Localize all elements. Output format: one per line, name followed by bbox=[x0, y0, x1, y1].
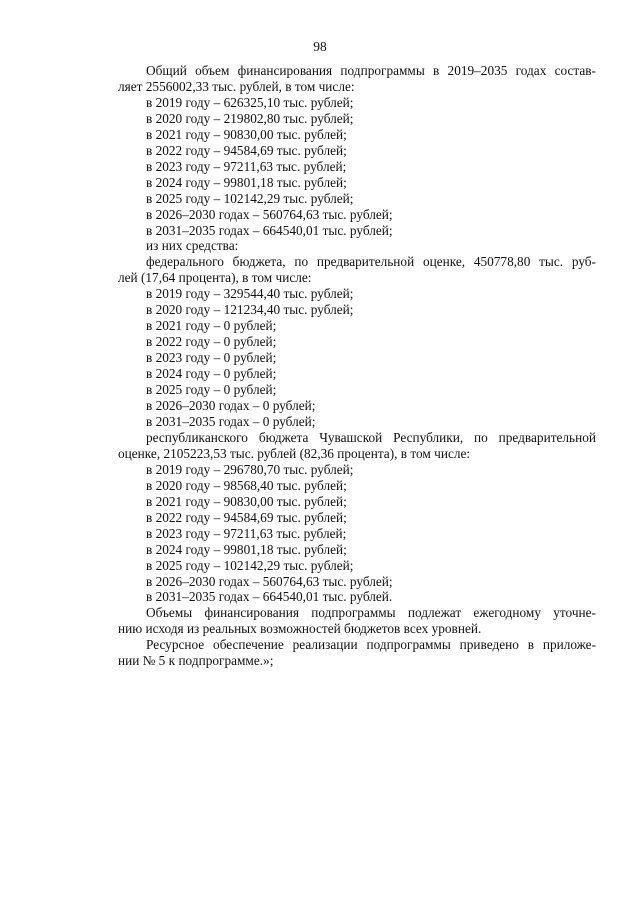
text-line: Ресурсное обеспечение реализации подпрограммы приведено в приложе- bbox=[146, 637, 596, 653]
text-line: нию исходя из реальных возможностей бюджетов всех уровней. bbox=[118, 621, 482, 637]
text-line: в 2020 году – 121234,40 тыс. рублей; bbox=[146, 302, 354, 318]
text-line: Общий объем финансирования подпрограммы в 2019–2035 годах состав- bbox=[146, 63, 596, 78]
text-line: Объемы финансирования подпрограммы подлежат ежегодному уточне- bbox=[146, 605, 596, 621]
text-line: в 2024 году – 99801,18 тыс. рублей; bbox=[146, 174, 347, 190]
text-line: федерального бюджета, по предварительной оценке, 450778,80 тыс. руб- bbox=[146, 254, 596, 270]
text-line: в 2031–2035 годах – 664540,01 тыс. рублей; bbox=[146, 222, 393, 238]
text-line: в 2021 году – 0 рублей; bbox=[146, 318, 277, 334]
text-line: в 2023 году – 0 рублей; bbox=[146, 350, 277, 366]
text-line: лей (17,64 процента), в том числе: bbox=[118, 270, 312, 286]
text-line: нии № 5 к подпрограмме.»; bbox=[118, 653, 274, 669]
text-line: в 2024 году – 99801,18 тыс. рублей; bbox=[146, 541, 347, 557]
text-line: в 2023 году – 97211,63 тыс. рублей; bbox=[146, 158, 347, 174]
text-line: в 2019 году – 329544,40 тыс. рублей; bbox=[146, 286, 354, 302]
text-line: оценке, 2105223,53 тыс. рублей (82,36 процента), в том числе: bbox=[118, 445, 471, 461]
text-line: в 2031–2035 годах – 0 рублей; bbox=[146, 413, 316, 429]
text-line: в 2025 году – 102142,29 тыс. рублей; bbox=[146, 557, 354, 573]
text-line: в 2025 году – 0 рублей; bbox=[146, 382, 277, 398]
text-line: в 2019 году – 296780,70 тыс. рублей; bbox=[146, 461, 354, 477]
text-line: в 2026–2030 годах – 0 рублей; bbox=[146, 398, 316, 414]
text-line: в 2021 году – 90830,00 тыс. рублей; bbox=[146, 126, 347, 142]
text-line: в 2024 году – 0 рублей; bbox=[146, 366, 277, 382]
text-line: в 2019 году – 626325,10 тыс. рублей; bbox=[146, 94, 354, 110]
text-line: в 2026–2030 годах – 560764,63 тыс. рублей; bbox=[146, 573, 393, 589]
document-body bbox=[118, 63, 596, 669]
text-line: в 2026–2030 годах – 560764,63 тыс. рублей; bbox=[146, 206, 393, 222]
text-line: в 2023 году – 97211,63 тыс. рублей; bbox=[146, 525, 347, 541]
text-line: из них средства: bbox=[146, 238, 239, 254]
text-line: в 2021 году – 90830,00 тыс. рублей; bbox=[146, 493, 347, 509]
text-line: ляет 2556002,33 тыс. рублей, в том числе: bbox=[118, 78, 355, 94]
text-line: республиканского бюджета Чувашской Республики, по предварительной bbox=[146, 429, 596, 445]
text-line: в 2022 году – 0 рублей; bbox=[146, 334, 277, 350]
text-line: в 2020 году – 98568,40 тыс. рублей; bbox=[146, 477, 347, 493]
page-number: 98 bbox=[313, 39, 327, 54]
text-line: в 2022 году – 94584,69 тыс. рублей; bbox=[146, 509, 347, 525]
text-line: в 2025 году – 102142,29 тыс. рублей; bbox=[146, 190, 354, 206]
text-line: в 2031–2035 годах – 664540,01 тыс. рублей. bbox=[146, 589, 393, 605]
text-line: в 2022 году – 94584,69 тыс. рублей; bbox=[146, 142, 347, 158]
text-line: в 2020 году – 219802,80 тыс. рублей; bbox=[146, 110, 354, 126]
